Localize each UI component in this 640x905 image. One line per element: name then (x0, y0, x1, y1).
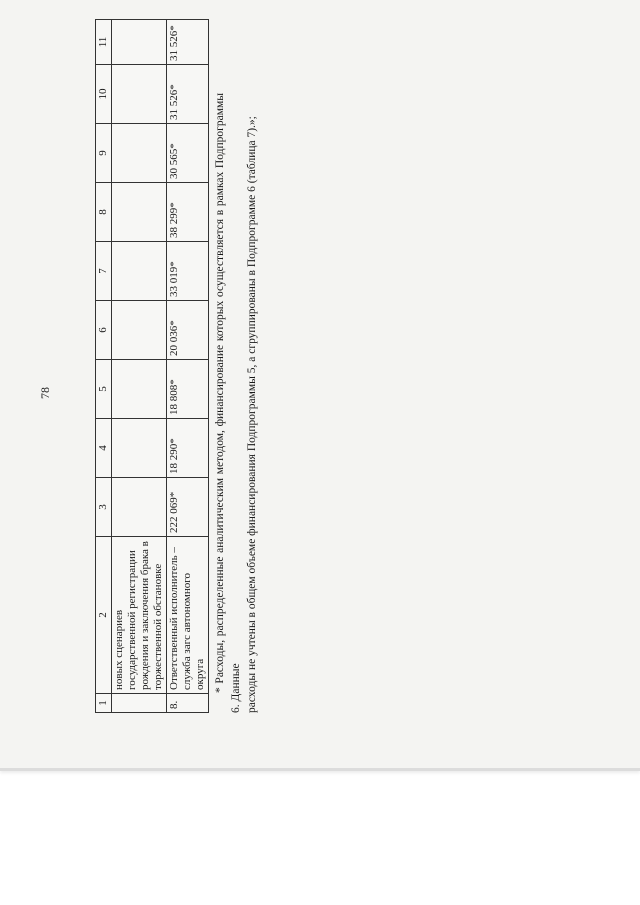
value-cell (112, 183, 167, 242)
value-cell (112, 124, 167, 183)
header-cell: 9 (96, 124, 112, 183)
value-cell: 222 069* (167, 478, 209, 537)
value-cell: 33 019* (167, 242, 209, 301)
header-cell: 4 (96, 419, 112, 478)
footnote-line: * Расходы, распределенные аналитическим методом, финансирование которых осуществляется в рамках Подпрограммы 6. Данные (214, 93, 242, 713)
table-row (112, 20, 167, 713)
row-index-cell: 8. (167, 694, 209, 713)
header-cell: 7 (96, 242, 112, 301)
table-row (167, 20, 209, 713)
value-cell: 20 036* (167, 301, 209, 360)
footnote-line: расходы не учтены в общем объеме финансирования Подпрограммы 5, а сгруппированы в Подпрограмме 6 (таблица 7).»; (246, 116, 258, 713)
header-cell: 5 (96, 360, 112, 419)
value-cell: 31 526* (167, 65, 209, 124)
header-cell: 8 (96, 183, 112, 242)
value-cell: 31 526* (167, 20, 209, 65)
value-cell (112, 419, 167, 478)
value-cell (112, 478, 167, 537)
header-cell: 11 (96, 20, 112, 65)
row-index-cell (112, 694, 167, 713)
value-cell (112, 242, 167, 301)
value-cell (112, 301, 167, 360)
value-cell (112, 360, 167, 419)
row-name-cell: Ответственный исполнитель – служба загс автономного округа (167, 537, 209, 694)
value-cell: 38 299* (167, 183, 209, 242)
header-cell: 2 (96, 537, 112, 694)
page-number: 78 (38, 387, 52, 399)
value-cell: 18 808* (167, 360, 209, 419)
value-cell (112, 65, 167, 124)
value-cell: 30 565* (167, 124, 209, 183)
row-name-cell: новых сценариев государственной регистрации рождения и заключения брака в торжественной обстановке (112, 537, 167, 694)
header-cell: 10 (96, 65, 112, 124)
header-cell: 6 (96, 301, 112, 360)
footnote (212, 93, 260, 713)
table-header-row (96, 20, 112, 713)
financing-table (95, 19, 209, 713)
header-cell: 1 (96, 694, 112, 713)
value-cell: 18 290* (167, 419, 209, 478)
header-cell: 3 (96, 478, 112, 537)
value-cell (112, 20, 167, 65)
